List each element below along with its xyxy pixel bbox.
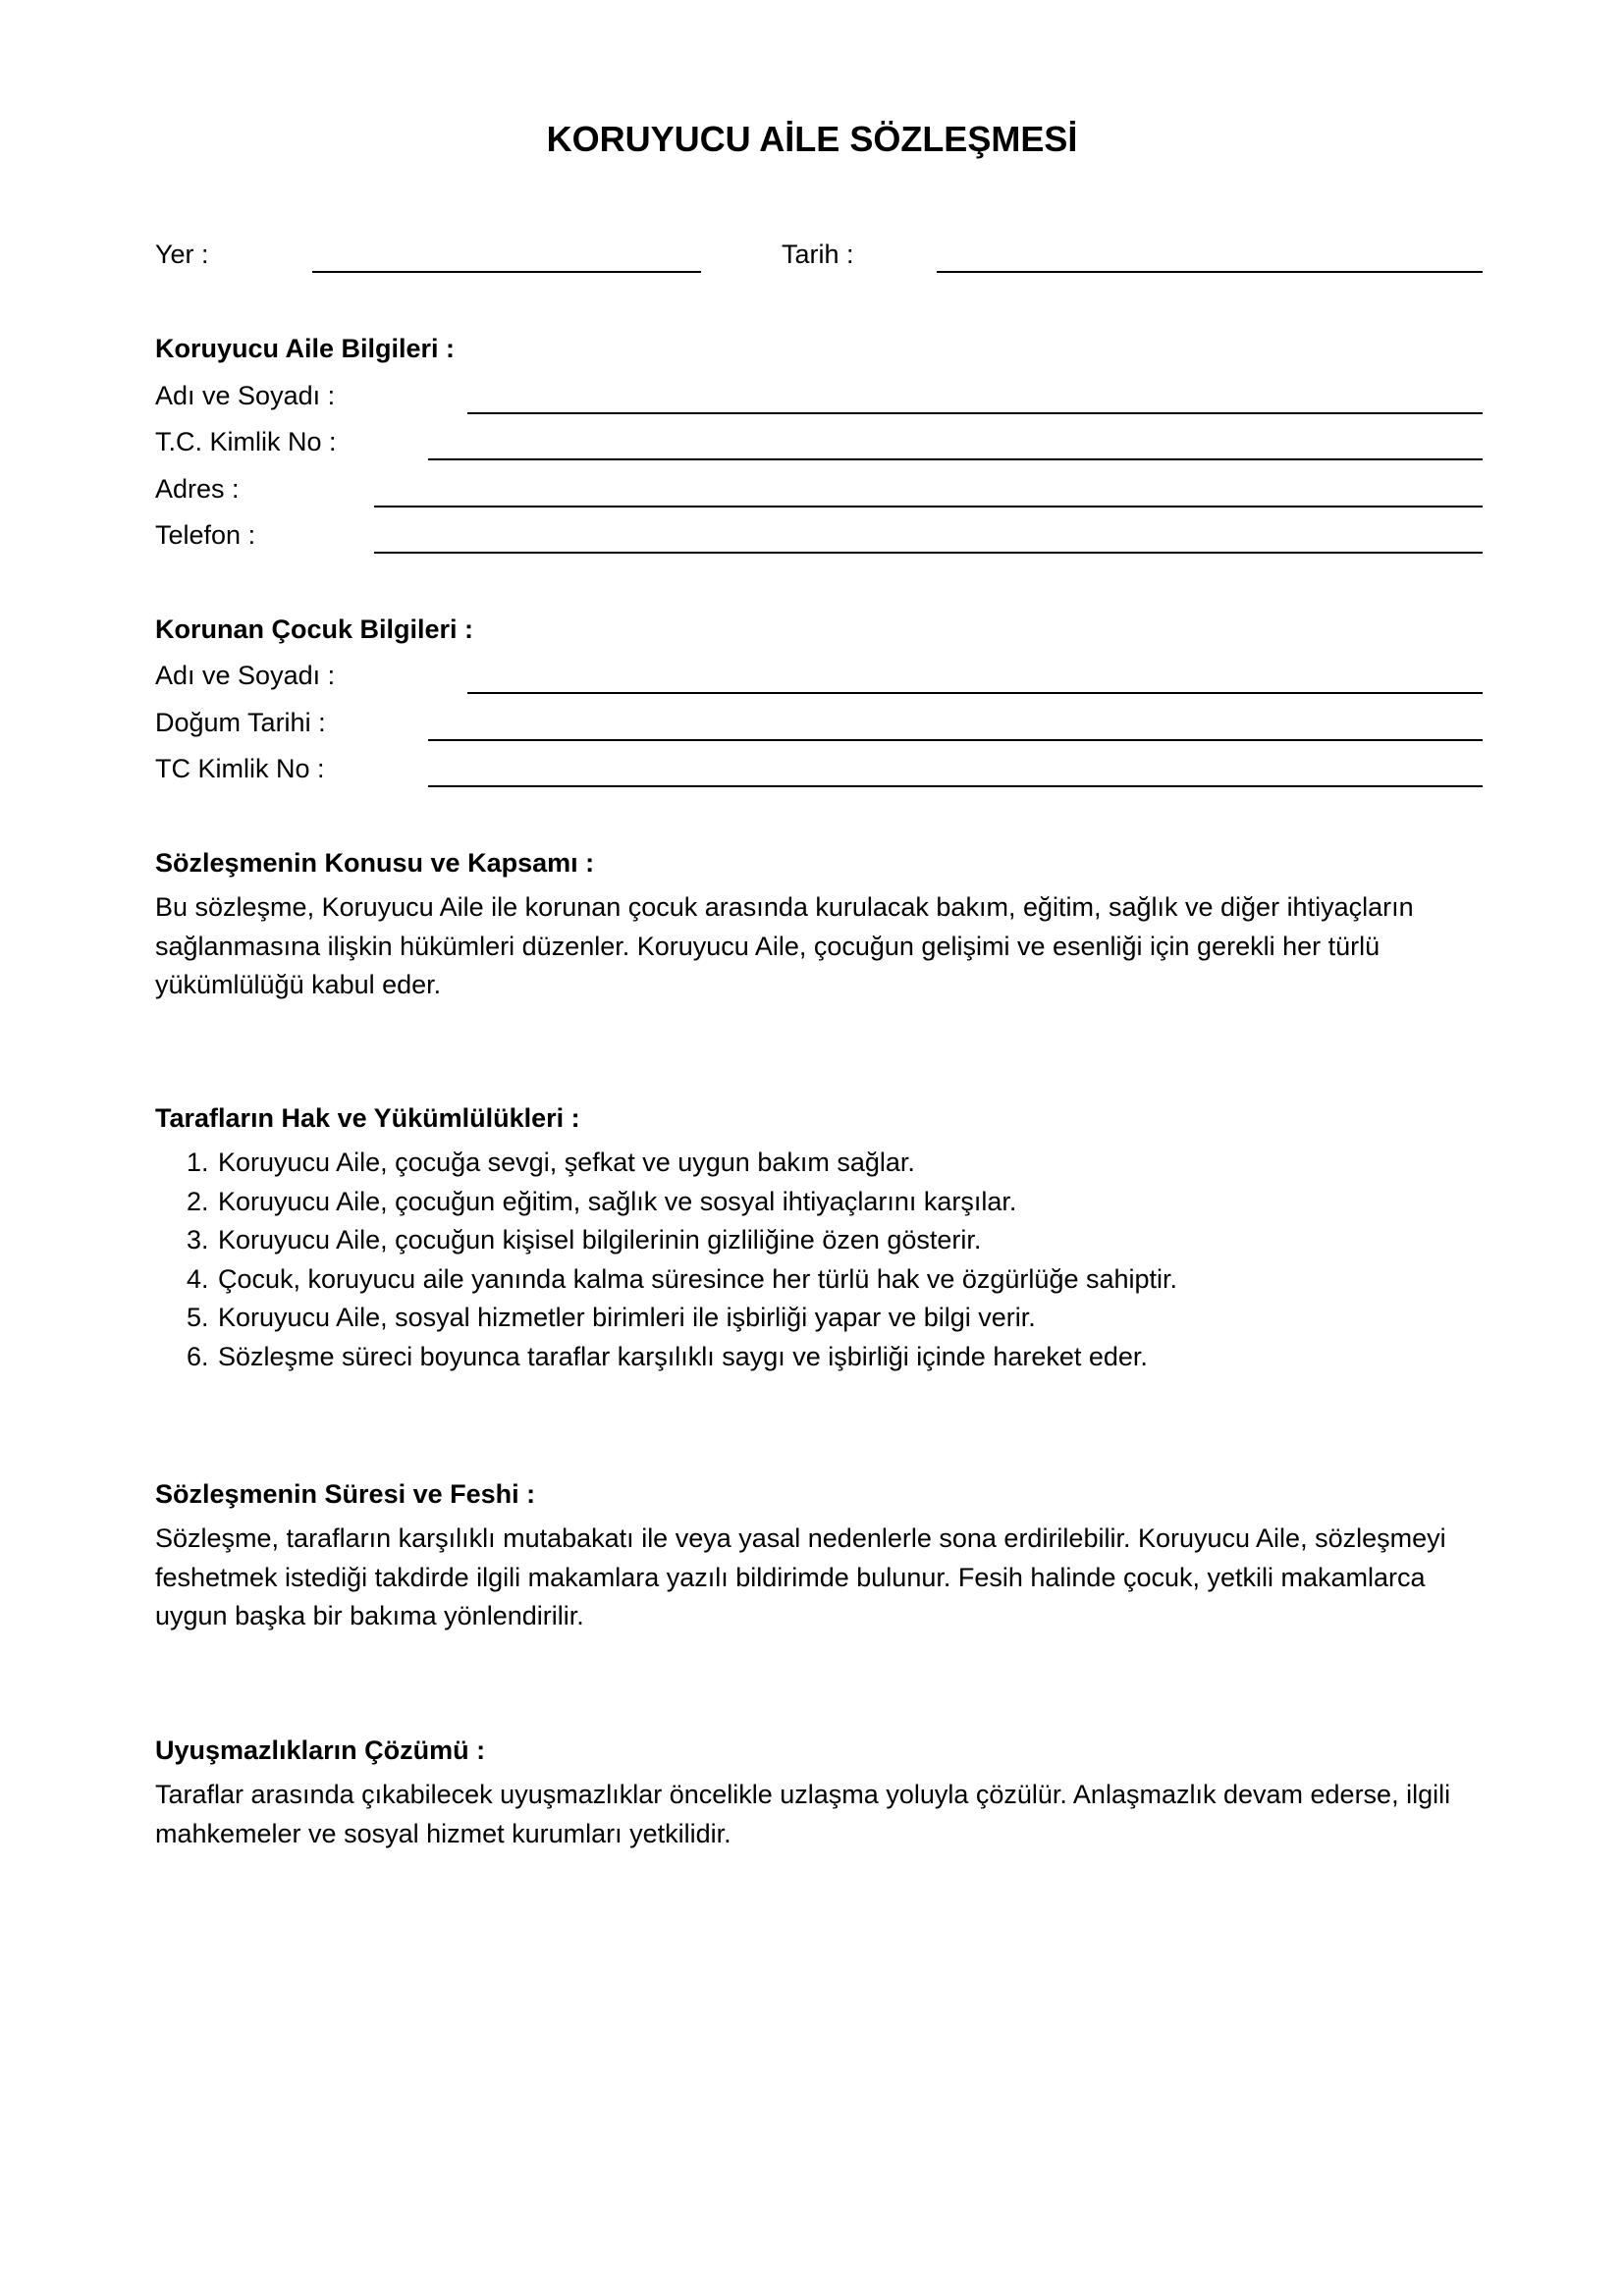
date-field[interactable] bbox=[937, 271, 1483, 273]
foster-family-heading: Koruyucu Aile Bilgileri : bbox=[155, 334, 456, 363]
place-field[interactable] bbox=[312, 271, 701, 273]
rights-item: 3. Koruyucu Aile, çocuğun kişisel bilgilerinin gizliliğine özen gösterir. bbox=[216, 1221, 1177, 1260]
rights-list bbox=[155, 1144, 1177, 1376]
scope-text: Bu sözleşme, Koruyucu Aile ile korunan çocuk arasında kurulacak bakım, eğitim, sağlık ve diğer ihtiyaçların sağlanmasına ilişkin hükümleri düzenler. Koruyucu Aile, çocuğun gelişimi ve esenliği için gerekli her türlü yükümlülüğü kabul eder. bbox=[155, 892, 1414, 999]
foster-name-label: Adı ve Soyadı : bbox=[155, 381, 336, 410]
child-name-field[interactable] bbox=[467, 692, 1483, 694]
document-title: KORUYUCU AİLE SÖZLEŞMESİ bbox=[546, 119, 1078, 159]
duration-heading: Sözleşmenin Süresi ve Feshi : bbox=[155, 1479, 536, 1509]
foster-name-field[interactable] bbox=[467, 412, 1483, 414]
disputes-text: Taraflar arasında çıkabilecek uyuşmazlıklar öncelikle uzlaşma yoluyla çözülür. Anlaşmazlık devam ederse, ilgili mahkemeler ve sosyal hizmet kurumları yetkilidir. bbox=[155, 1780, 1451, 1848]
rights-item: 2. Koruyucu Aile, çocuğun eğitim, sağlık ve sosyal ihtiyaçlarını karşılar. bbox=[216, 1183, 1177, 1222]
child-id-field[interactable] bbox=[428, 785, 1483, 787]
rights-item: 4. Çocuk, koruyucu aile yanında kalma süresince her türlü hak ve özgürlüğe sahiptir. bbox=[216, 1260, 1177, 1300]
disputes-heading: Uyuşmazlıkların Çözümü : bbox=[155, 1735, 486, 1765]
rights-item: 6. Sözleşme süreci boyunca taraflar karşılıklı saygı ve işbirliği içinde hareket eder. bbox=[216, 1338, 1177, 1377]
date-label: Tarih : bbox=[782, 240, 854, 269]
duration-text: Sözleşme, tarafların karşılıklı mutabakatı ile veya yasal nedenlerle sona erdirilebilir. Koruyucu Aile, sözleşmeyi feshetmek istediği takdirde ilgili makamlara yazılı bildirimde bulunur. Fesih halinde çocuk, yetkili makamlarca uygun başka bir bakıma yönlendirilir. bbox=[155, 1523, 1446, 1630]
foster-address-label: Adres : bbox=[155, 474, 240, 504]
rights-heading: Tarafların Hak ve Yükümlülükleri : bbox=[155, 1103, 580, 1133]
child-birth-field[interactable] bbox=[428, 739, 1483, 741]
scope-heading: Sözleşmenin Konusu ve Kapsamı : bbox=[155, 848, 595, 878]
place-label: Yer : bbox=[155, 240, 209, 269]
rights-item: 1. Koruyucu Aile, çocuğa sevgi, şefkat ve uygun bakım sağlar. bbox=[216, 1144, 1177, 1183]
foster-id-label: T.C. Kimlik No : bbox=[155, 427, 337, 456]
rights-item: 5. Koruyucu Aile, sosyal hizmetler birimleri ile işbirliği yapar ve bilgi verir. bbox=[216, 1299, 1177, 1338]
child-name-label: Adı ve Soyadı : bbox=[155, 661, 336, 690]
child-id-label: TC Kimlik No : bbox=[155, 754, 325, 783]
foster-phone-field[interactable] bbox=[374, 552, 1483, 554]
foster-address-field[interactable] bbox=[374, 506, 1483, 507]
child-birth-label: Doğum Tarihi : bbox=[155, 708, 326, 737]
child-heading: Korunan Çocuk Bilgileri : bbox=[155, 614, 474, 644]
foster-phone-label: Telefon : bbox=[155, 520, 256, 550]
foster-id-field[interactable] bbox=[428, 458, 1483, 460]
